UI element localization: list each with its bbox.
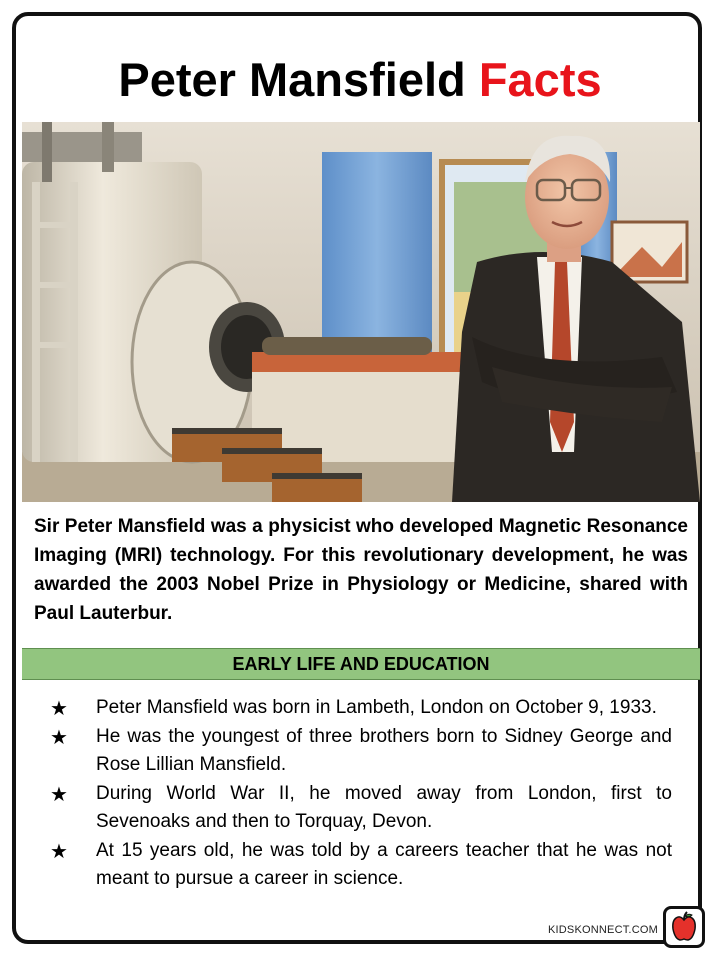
section-heading: EARLY LIFE AND EDUCATION bbox=[22, 648, 700, 680]
star-icon: ★ bbox=[50, 725, 68, 749]
star-icon: ★ bbox=[50, 839, 68, 863]
intro-paragraph: Sir Peter Mansfield was a physicist who developed Magnetic Resonance Imaging (MRI) technology. For this revolutionary development, he was awarded the 2003 Nobel Prize in Physiology or Medicine, shared with Paul Lauterbur. bbox=[34, 516, 688, 624]
list-item bbox=[50, 723, 672, 779]
list-item bbox=[50, 780, 672, 836]
facts-list bbox=[50, 694, 672, 894]
photo-illustration bbox=[22, 122, 700, 502]
apple-icon bbox=[666, 909, 702, 945]
title-main: Peter Mansfield bbox=[118, 53, 466, 106]
fact-text: At 15 years old, he was told by a careers teacher that he was not meant to pursue a career in science. bbox=[96, 840, 672, 889]
title-accent: Facts bbox=[478, 53, 602, 106]
list-item bbox=[50, 694, 672, 722]
fact-text: He was the youngest of three brothers born to Sidney George and Rose Lillian Mansfield. bbox=[96, 726, 672, 775]
star-icon: ★ bbox=[50, 782, 68, 806]
star-icon: ★ bbox=[50, 696, 68, 720]
fact-text: During World War II, he moved away from London, first to Sevenoaks and then to Torquay, Devon. bbox=[96, 783, 672, 832]
fact-text: Peter Mansfield was born in Lambeth, London on October 9, 1933. bbox=[96, 697, 657, 718]
list-item bbox=[50, 837, 672, 893]
footer-brand: KIDSKONNECT.COM bbox=[548, 924, 658, 936]
apple-logo-box bbox=[663, 906, 705, 948]
hero-photo bbox=[22, 122, 700, 502]
page-title bbox=[0, 52, 720, 107]
